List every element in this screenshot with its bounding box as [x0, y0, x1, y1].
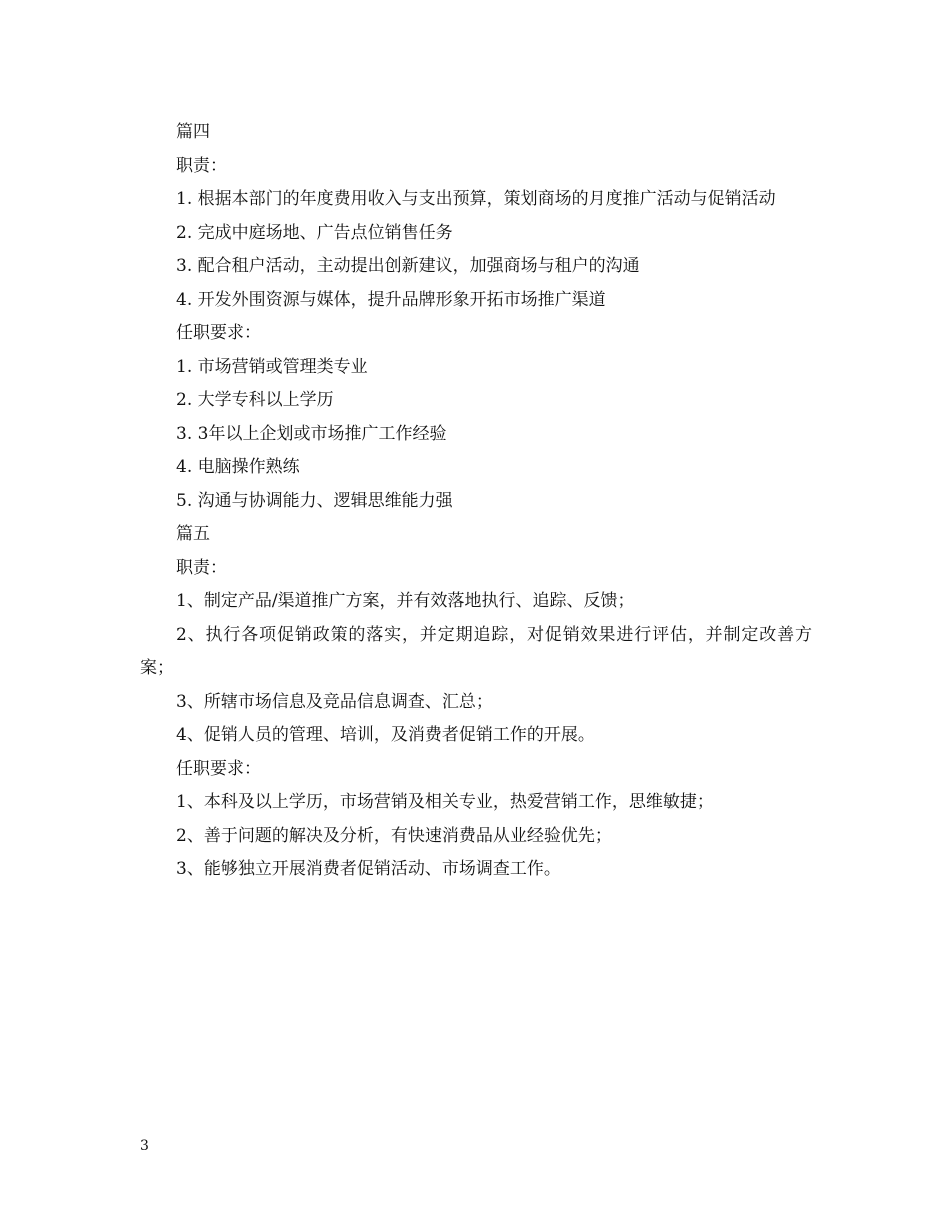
- duties-heading: 职责：: [176, 155, 227, 176]
- section-heading-4: 篇四: [176, 122, 210, 142]
- requirement-item: 2. 大学专科以上学历: [176, 390, 334, 410]
- duty-item: 1. 根据本部门的年度费用收入与支出预算，策划商场的月度推广活动与促销活动: [176, 189, 776, 209]
- requirement-item: 4. 电脑操作熟练: [176, 457, 300, 477]
- duty-item: 3. 配合租户活动，主动提出创新建议，加强商场与租户的沟通: [176, 256, 640, 276]
- duty-item: 3、所辖市场信息及竞品信息调查、汇总；: [176, 691, 493, 712]
- duty-item: 4. 开发外围资源与媒体，提升品牌形象开拓市场推广渠道: [176, 289, 606, 310]
- requirements-heading: 任职要求：: [176, 758, 261, 779]
- requirement-item: 1、本科及以上学历，市场营销及相关专业，热爱营销工作，思维敏捷；: [176, 792, 714, 812]
- requirement-item: 3. 3年以上企划或市场推广工作经验: [176, 423, 447, 444]
- duty-item: 1、制定产品/渠道推广方案，并有效落地执行、追踪、反馈；: [176, 591, 635, 611]
- section-heading-5: 篇五: [176, 524, 210, 544]
- duties-heading: 职责：: [176, 557, 227, 578]
- duty-item: 2、执行各项促销政策的落实，并定期追踪，对促销效果进行评估，并制定改善方案；: [140, 624, 812, 678]
- requirements-heading: 任职要求：: [176, 323, 261, 343]
- requirement-item: 2、善于问题的解决及分析，有快速消费品从业经验优先；: [176, 825, 612, 846]
- duty-item: 2. 完成中庭场地、广告点位销售任务: [176, 222, 453, 243]
- document-body: [140, 116, 812, 887]
- duty-item: 4、促销人员的管理、培训，及消费者促销工作的开展。: [176, 725, 595, 745]
- requirement-item: 1. 市场营销或管理类专业: [176, 356, 368, 377]
- requirement-item: 3、能够独立开展消费者促销活动、市场调查工作。: [176, 859, 561, 879]
- page-number: 3: [140, 1138, 149, 1154]
- requirement-item: 5. 沟通与协调能力、逻辑思维能力强: [176, 490, 453, 511]
